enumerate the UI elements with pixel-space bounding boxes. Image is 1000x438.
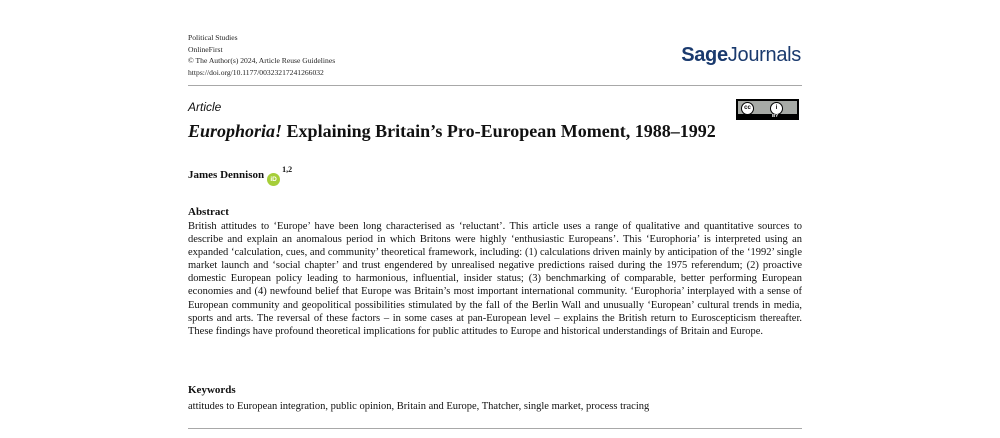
author-name[interactable]: James Dennison bbox=[188, 169, 265, 181]
article-header-page bbox=[188, 0, 802, 438]
title-italic-part: Europhoria! bbox=[188, 121, 283, 141]
author-affiliations: 1,2 bbox=[282, 165, 293, 174]
journal-name: Political Studies bbox=[188, 33, 238, 42]
creative-commons-icon: cc bbox=[741, 102, 754, 115]
license-by-label: BY bbox=[772, 113, 779, 118]
doi-link[interactable]: https://doi.org/10.1177/00323217241266032 bbox=[188, 67, 324, 77]
keywords-heading: Keywords bbox=[188, 384, 236, 396]
brand-part-2: Journals bbox=[727, 44, 801, 66]
abstract-text: British attitudes to ‘Europe’ have been long characterised as ‘reluctant’. This article uses a range of qualitative and quantitative sources to describe and explain an anomalous period in which Britons were highly ‘enthusiastic Europeans’. This ‘Europhoria’ is interpreted using an expanded ‘calculation, cues, and community’ theoretical framework, including: (1) calculations driven mainly by anticipation of the ‘1992’ single market launch and ‘social chapter’ and trust engendered by unrealised negative predictions raised during the 1975 referendum; (2) proactive domestic European policy leading to harmonious, influential, insider status; (3) benchmarking of comparable, better performing European economies and (4) newfound belief that Europe was Britain’s most important international community. ‘Europhoria’ interplayed with a sense of European community and geopolitical possibilities stimulated by the fall of the Berlin Wall and unusually ‘European’ cultural trends in media, sports and arts. The reversal of these factors – in some cases at pan-European level – explains the British return to Euroscepticism thereafter. These findings have profound theoretical implications for public attitudes to Europe and historical understandings of Britain and Europe. bbox=[188, 221, 802, 337]
title-rest: Explaining Britain’s Pro-European Moment, 1988–1992 bbox=[282, 121, 716, 141]
article-type-label: Article bbox=[188, 100, 222, 114]
publication-status: OnlineFirst bbox=[188, 44, 223, 54]
attribution-icon: i bbox=[770, 102, 783, 115]
cc-by-license-badge[interactable] bbox=[736, 99, 799, 120]
orcid-icon[interactable]: iD bbox=[267, 173, 280, 186]
sage-journals-logo bbox=[681, 44, 801, 67]
copyright-line[interactable]: © The Author(s) 2024, Article Reuse Guidelines bbox=[188, 56, 336, 65]
top-divider bbox=[188, 85, 802, 86]
journal-meta bbox=[188, 32, 335, 78]
bottom-divider bbox=[188, 428, 802, 429]
keywords-text: attitudes to European integration, public opinion, Britain and Europe, Thatcher, single market, process tracing bbox=[188, 401, 650, 412]
abstract-heading: Abstract bbox=[188, 206, 229, 218]
article-title bbox=[188, 121, 716, 142]
author-line bbox=[188, 165, 292, 186]
brand-part-1: Sage bbox=[681, 44, 728, 66]
